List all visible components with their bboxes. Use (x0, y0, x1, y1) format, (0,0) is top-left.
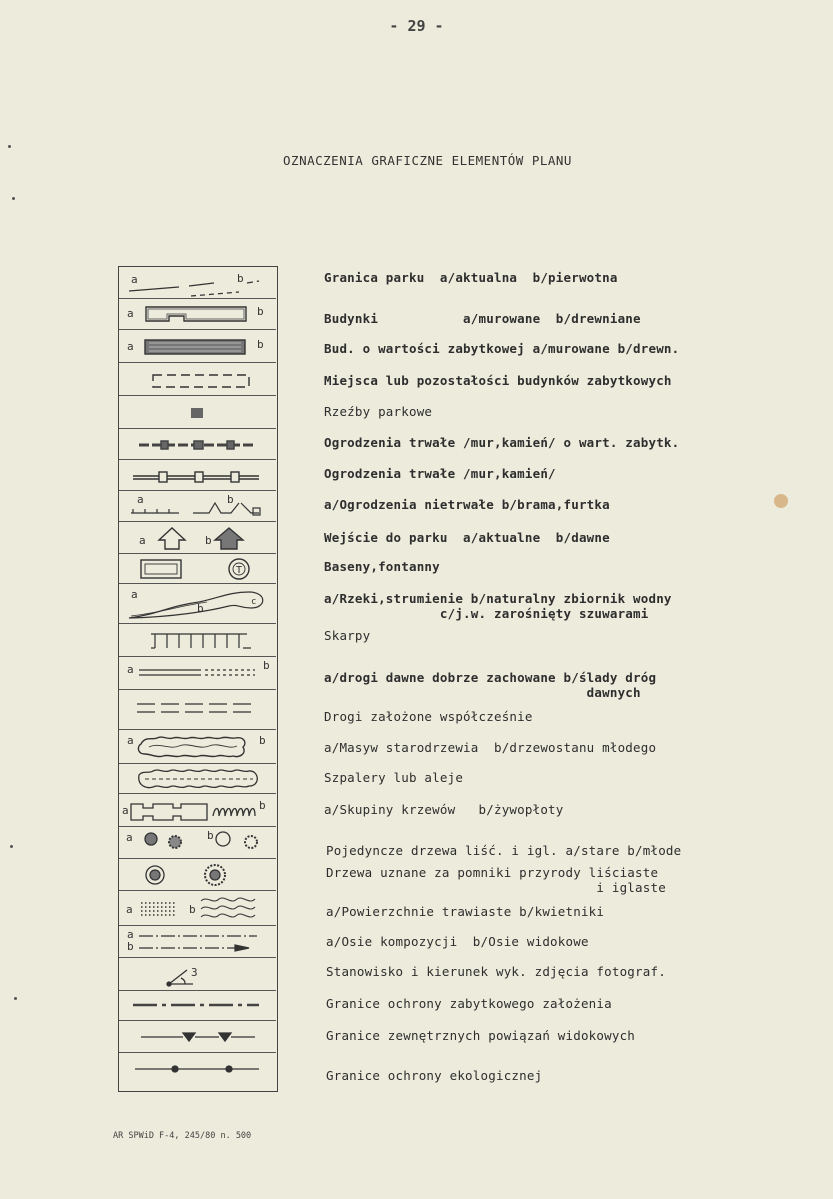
legend-text-ogrodzenia-nietrwale: a/Ogrodzenia nietrwałe b/brama,furtka (324, 497, 610, 512)
legend-text-skupiny: a/Skupiny krzewów b/żywopłoty (324, 802, 564, 817)
legend-text-drogi-dawne-cont: dawnych (324, 685, 641, 700)
symbol-historic-fence (119, 429, 276, 460)
legend-text-skarpy: Skarpy (324, 628, 371, 643)
svg-text:T: T (236, 565, 243, 576)
legend-text-ogrodzenia-zabytkowe: Ogrodzenia trwałe /mur,kamień/ o wart. zabytk. (324, 435, 680, 450)
label-a: a (131, 588, 138, 601)
symbol-ecological-boundary (119, 1053, 276, 1090)
label-3: 3 (191, 966, 198, 979)
scan-speck (8, 145, 11, 148)
scan-speck (774, 494, 788, 508)
legend-text-masyw: a/Masyw starodrzewia b/drzewostanu młodego (324, 740, 657, 755)
label-a: a (126, 831, 133, 844)
label-b: b (197, 602, 204, 615)
symbol-sculptures (119, 396, 276, 429)
symbol-protection-boundary (119, 991, 276, 1021)
legend-text-rzeki-cont: c/j.w. zarośnięty szuwarami (324, 606, 649, 621)
label-b: b (127, 940, 134, 953)
symbol-park-boundary (119, 267, 276, 299)
legend-text-miejsca-budynkow: Miejsca lub pozostałości budynków zabytkowych (324, 373, 672, 388)
legend-text-drogi-dawne: a/drogi dawne dobrze zachowane b/ślady dróg (324, 670, 657, 685)
symbol-pools (119, 554, 276, 584)
label-b: b (257, 305, 264, 318)
scan-speck (10, 845, 13, 848)
legend-text-drzewa: Pojedyncze drzewa liść. i igl. a/stare b/młode (326, 843, 682, 858)
legend-text-ogrodzenia-trwale: Ogrodzenia trwałe /mur,kamień/ (324, 466, 556, 481)
label-a: a (139, 534, 146, 547)
label-b: b (259, 799, 266, 812)
legend-text-wejscie: Wejście do parku a/aktualne b/dawne (324, 530, 610, 545)
legend-text-granice-ochrony: Granice ochrony zabytkowego założenia (326, 996, 612, 1011)
label-a: a (122, 804, 129, 817)
symbol-permanent-fence (119, 460, 276, 491)
label-a: a (127, 307, 134, 320)
page-title: OZNACZENIA GRAFICZNE ELEMENTÓW PLANU (283, 153, 572, 168)
symbol-view-boundary (119, 1021, 276, 1053)
symbol-buildings (119, 299, 276, 330)
symbol-old-stand (119, 730, 276, 764)
label-b: b (263, 659, 270, 672)
label-b: b (207, 829, 214, 842)
legend-text-drogi-wspolczesne: Drogi założone współcześnie (324, 709, 533, 724)
label-c: c (251, 597, 257, 607)
symbol-single-trees (119, 827, 276, 859)
legend-text-szpalery: Szpalery lub aleje (324, 770, 464, 785)
label-a: a (137, 493, 144, 506)
legend-text-granice-widokowych: Granice zewnętrznych powiązań widokowych (326, 1028, 636, 1043)
symbol-remains (119, 363, 276, 396)
legend-symbol-table (118, 266, 278, 1092)
label-b: b (259, 734, 266, 747)
symbol-alleys (119, 764, 276, 794)
symbol-monument-trees (119, 859, 276, 891)
symbol-temporary-fence (119, 491, 276, 522)
legend-text-pomniki-cont: i iglaste (326, 880, 666, 895)
legend-text-baseny: Baseny,fontanny (324, 559, 440, 574)
symbol-historic-buildings (119, 330, 276, 363)
symbol-old-roads (119, 657, 276, 690)
legend-text-granice-ekologicznej: Granice ochrony ekologicznej (326, 1068, 543, 1083)
label-b: b (257, 338, 264, 351)
legend-text-stanowisko: Stanowisko i kierunek wyk. zdjęcia fotograf. (326, 964, 666, 979)
label-b: b (205, 534, 212, 547)
symbol-axes (119, 926, 276, 958)
label-a: a (127, 663, 134, 676)
label-b: b (227, 493, 234, 506)
symbol-new-roads (119, 690, 276, 730)
label-a: a (131, 273, 138, 286)
symbol-shrubs (119, 794, 276, 827)
symbol-lawns (119, 891, 276, 926)
legend-text-budynki-zabytkowe: Bud. o wartości zabytkowej a/murowane b/drewn. (324, 341, 680, 356)
symbol-park-entrance (119, 522, 276, 554)
label-a: a (127, 734, 134, 747)
legend-text-rzeki: a/Rzeki,strumienie b/naturalny zbiornik wodny (324, 591, 672, 606)
label-a: a (126, 903, 133, 916)
legend-text-pomniki: Drzewa uznane za pomniki przyrody liściaste (326, 865, 659, 880)
label-b: b (189, 903, 196, 916)
legend-text-granica-parku: Granica parku a/aktualna b/pierwotna (324, 270, 618, 285)
scan-speck (12, 197, 15, 200)
legend-text-powierzchnie: a/Powierzchnie trawiaste b/kwietniki (326, 904, 605, 919)
legend-text-rzezby: Rzeźby parkowe (324, 404, 433, 419)
symbol-rivers (119, 584, 276, 624)
footer-note: AR SPWiD F-4, 245/80 n. 500 (113, 1131, 252, 1141)
legend-text-budynki: Budynki a/murowane b/drewniane (324, 311, 641, 326)
legend-text-osie: a/Osie kompozycji b/Osie widokowe (326, 934, 589, 949)
label-a: a (127, 340, 134, 353)
symbol-photo-position (119, 958, 276, 991)
label-b: b (237, 272, 244, 285)
page-number: - 29 - (389, 17, 444, 35)
label-a: a (127, 928, 134, 941)
scan-speck (14, 997, 17, 1000)
symbol-slopes (119, 624, 276, 657)
